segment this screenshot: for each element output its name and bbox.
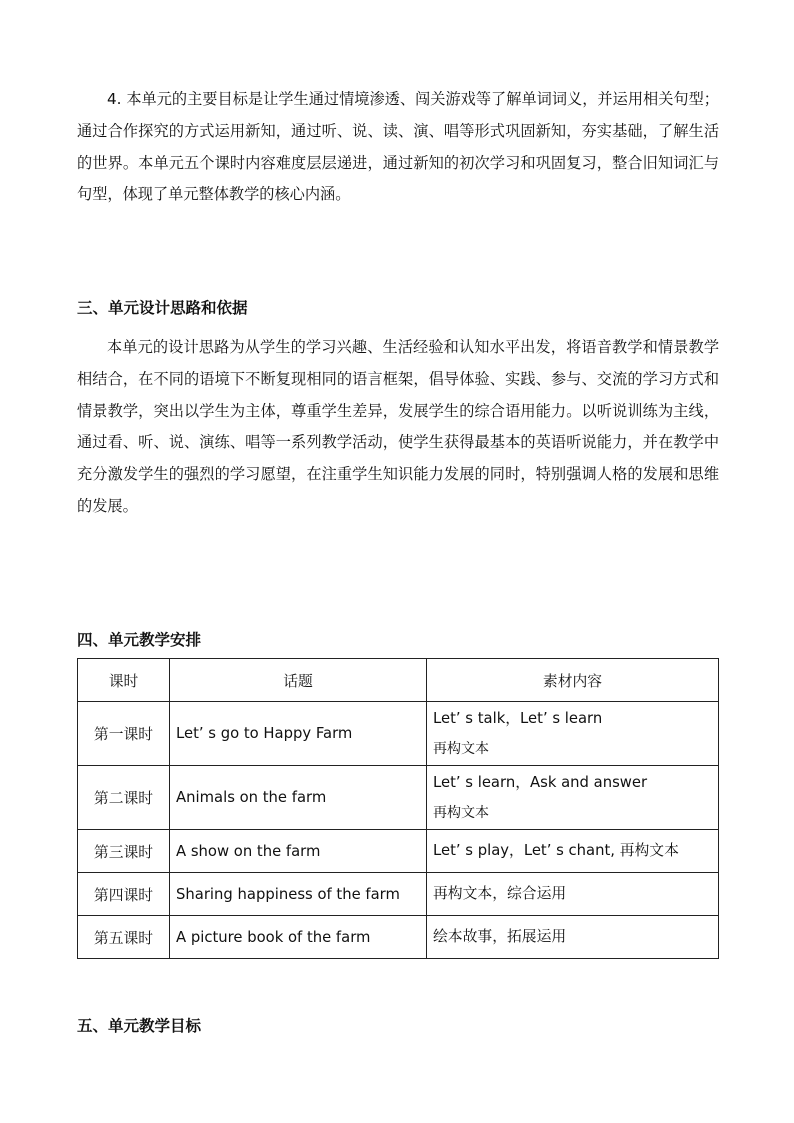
- material-subtext: 再构文本: [433, 804, 489, 821]
- goal-paragraph: 4. 本单元的主要目标是让学生通过情境渗透、闯关游戏等了解单词词义，并运用相关句型；通过合作探究的方式运用新知，通过听、说、读、演、唱等形式巩固新知，夯实基础，了解生活的世界。本单元五个课时内容难度层层递进，通过新知的初次学习和巩固复习，整合旧知词汇与句型，体现了单元整体教学的核心内涵。: [77, 90, 719, 204]
- table-row: [78, 766, 719, 830]
- material-subtext: 再构文本: [433, 740, 489, 757]
- header-material: 素材内容: [427, 659, 719, 702]
- topic-cell: Let’ s go to Happy Farm: [170, 702, 427, 766]
- lesson-cell: 第一课时: [78, 702, 170, 766]
- table-row: [78, 873, 719, 916]
- table-header-row: [78, 659, 719, 702]
- lesson-cell: 第四课时: [78, 873, 170, 916]
- topic-cell: Animals on the farm: [170, 766, 427, 830]
- material-cell: [427, 702, 719, 766]
- table-row: [78, 830, 719, 873]
- lesson-cell: 第二课时: [78, 766, 170, 830]
- header-lesson: 课时: [78, 659, 170, 702]
- table-row: [78, 702, 719, 766]
- lesson-cell: 第五课时: [78, 916, 170, 959]
- topic-cell: A show on the farm: [170, 830, 427, 873]
- topic-cell: Sharing happiness of the farm: [170, 873, 427, 916]
- design-paragraph: 本单元的设计思路为从学生的学习兴趣、生活经验和认知水平出发，将语音教学和情景教学相结合，在不同的语境下不断复现相同的语言框架，倡导体验、实践、参与、交流的学习方式和情景教学，突出以学生为主体，尊重学生差异，发展学生的综合语用能力。以听说训练为主线，通过看、听、说、演练、唱等一系列教学活动，使学生获得最基本的英语听说能力，并在教学中充分激发学生的强烈的学习愿望，在注重学生知识能力发展的同时，特别强调人格的发展和思维的发展。: [77, 338, 719, 515]
- material-text: Let’ s talk，Let’ s learn: [433, 709, 603, 727]
- header-topic: 话题: [170, 659, 427, 702]
- table-row: [78, 916, 719, 959]
- material-cell: Let’ s play，Let’ s chant, 再构文本: [427, 830, 719, 873]
- lesson-cell: 第三课时: [78, 830, 170, 873]
- topic-cell: A picture book of the farm: [170, 916, 427, 959]
- section-4-heading: 四、单元教学安排: [77, 631, 202, 649]
- material-cell: [427, 766, 719, 830]
- material-cell: 再构文本，综合运用: [427, 873, 719, 916]
- material-cell: 绘本故事，拓展运用: [427, 916, 719, 959]
- section-5-heading: 五、单元教学目标: [77, 1017, 202, 1035]
- material-text: Let’ s learn，Ask and answer: [433, 773, 648, 791]
- schedule-table: [77, 658, 719, 959]
- section-3-heading: 三、单元设计思路和依据: [77, 299, 248, 317]
